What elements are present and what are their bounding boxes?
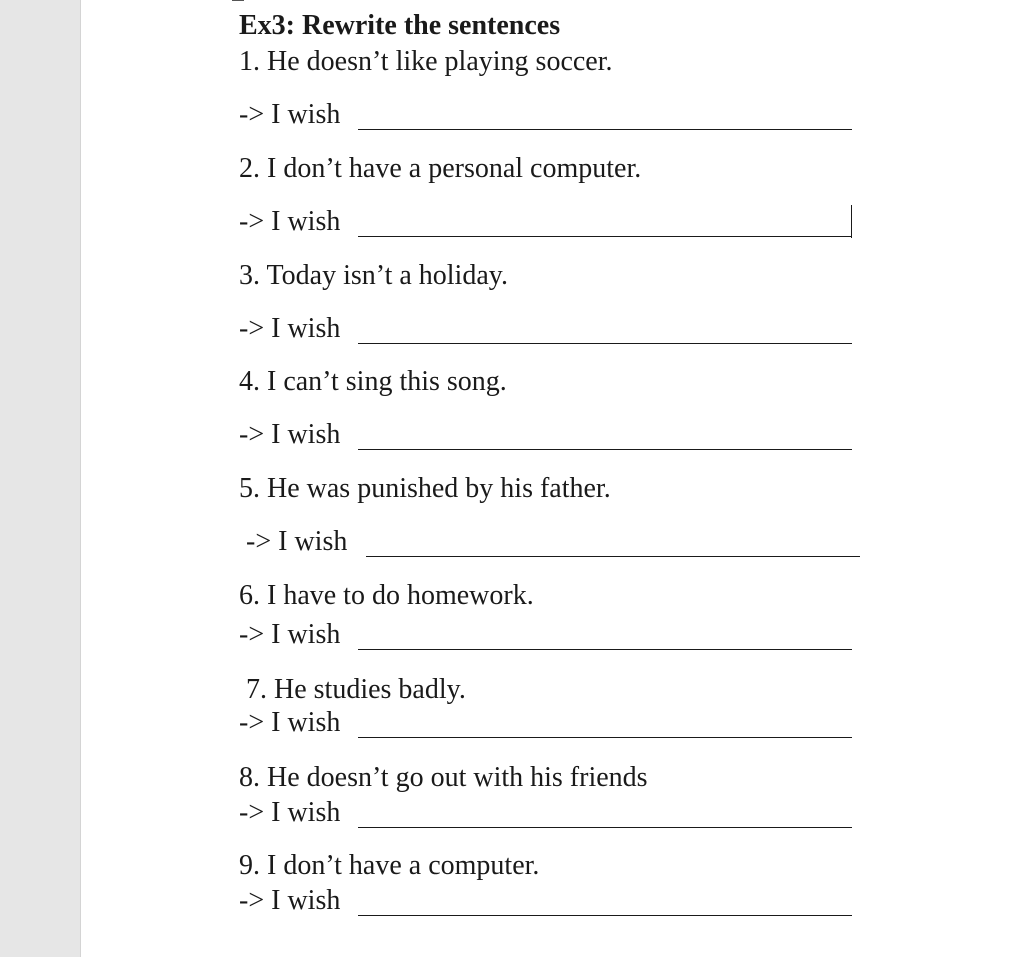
answer-blank-8[interactable] (358, 827, 852, 828)
answer-blank-6[interactable] (358, 649, 852, 650)
answer-blank-5[interactable] (366, 556, 860, 557)
sentence-9: 9. I don’t have a computer. (239, 850, 540, 881)
answer-prompt-9: -> I wish (239, 885, 341, 916)
text-cursor (851, 205, 852, 238)
sentence-3: 3. Today isn’t a holiday. (239, 260, 508, 291)
sentence-5: 5. He was punished by his father. (239, 473, 611, 504)
answer-prompt-4: -> I wish (239, 419, 341, 450)
answer-prompt-3: -> I wish (239, 313, 341, 344)
answer-blank-2[interactable] (358, 236, 852, 237)
answer-prompt-5: -> I wish (246, 526, 348, 557)
page-top-marker (232, 0, 244, 1)
answer-prompt-7: -> I wish (239, 707, 341, 738)
sentence-6: 6. I have to do homework. (239, 580, 534, 611)
answer-blank-9[interactable] (358, 915, 852, 916)
answer-blank-4[interactable] (358, 449, 852, 450)
answer-prompt-6: -> I wish (239, 619, 341, 650)
sentence-4: 4. I can’t sing this song. (239, 366, 507, 397)
exercise-title: Ex3: Rewrite the sentences (239, 10, 561, 41)
sentence-2: 2. I don’t have a personal computer. (239, 153, 642, 184)
answer-prompt-2: -> I wish (239, 206, 341, 237)
sentence-7: 7. He studies badly. (246, 674, 466, 705)
answer-prompt-8: -> I wish (239, 797, 341, 828)
sentence-8: 8. He doesn’t go out with his friends (239, 762, 648, 793)
sentence-1: 1. He doesn’t like playing soccer. (239, 46, 613, 77)
answer-blank-7[interactable] (358, 737, 852, 738)
answer-prompt-1: -> I wish (239, 99, 341, 130)
answer-blank-1[interactable] (358, 129, 852, 130)
answer-blank-3[interactable] (358, 343, 852, 344)
